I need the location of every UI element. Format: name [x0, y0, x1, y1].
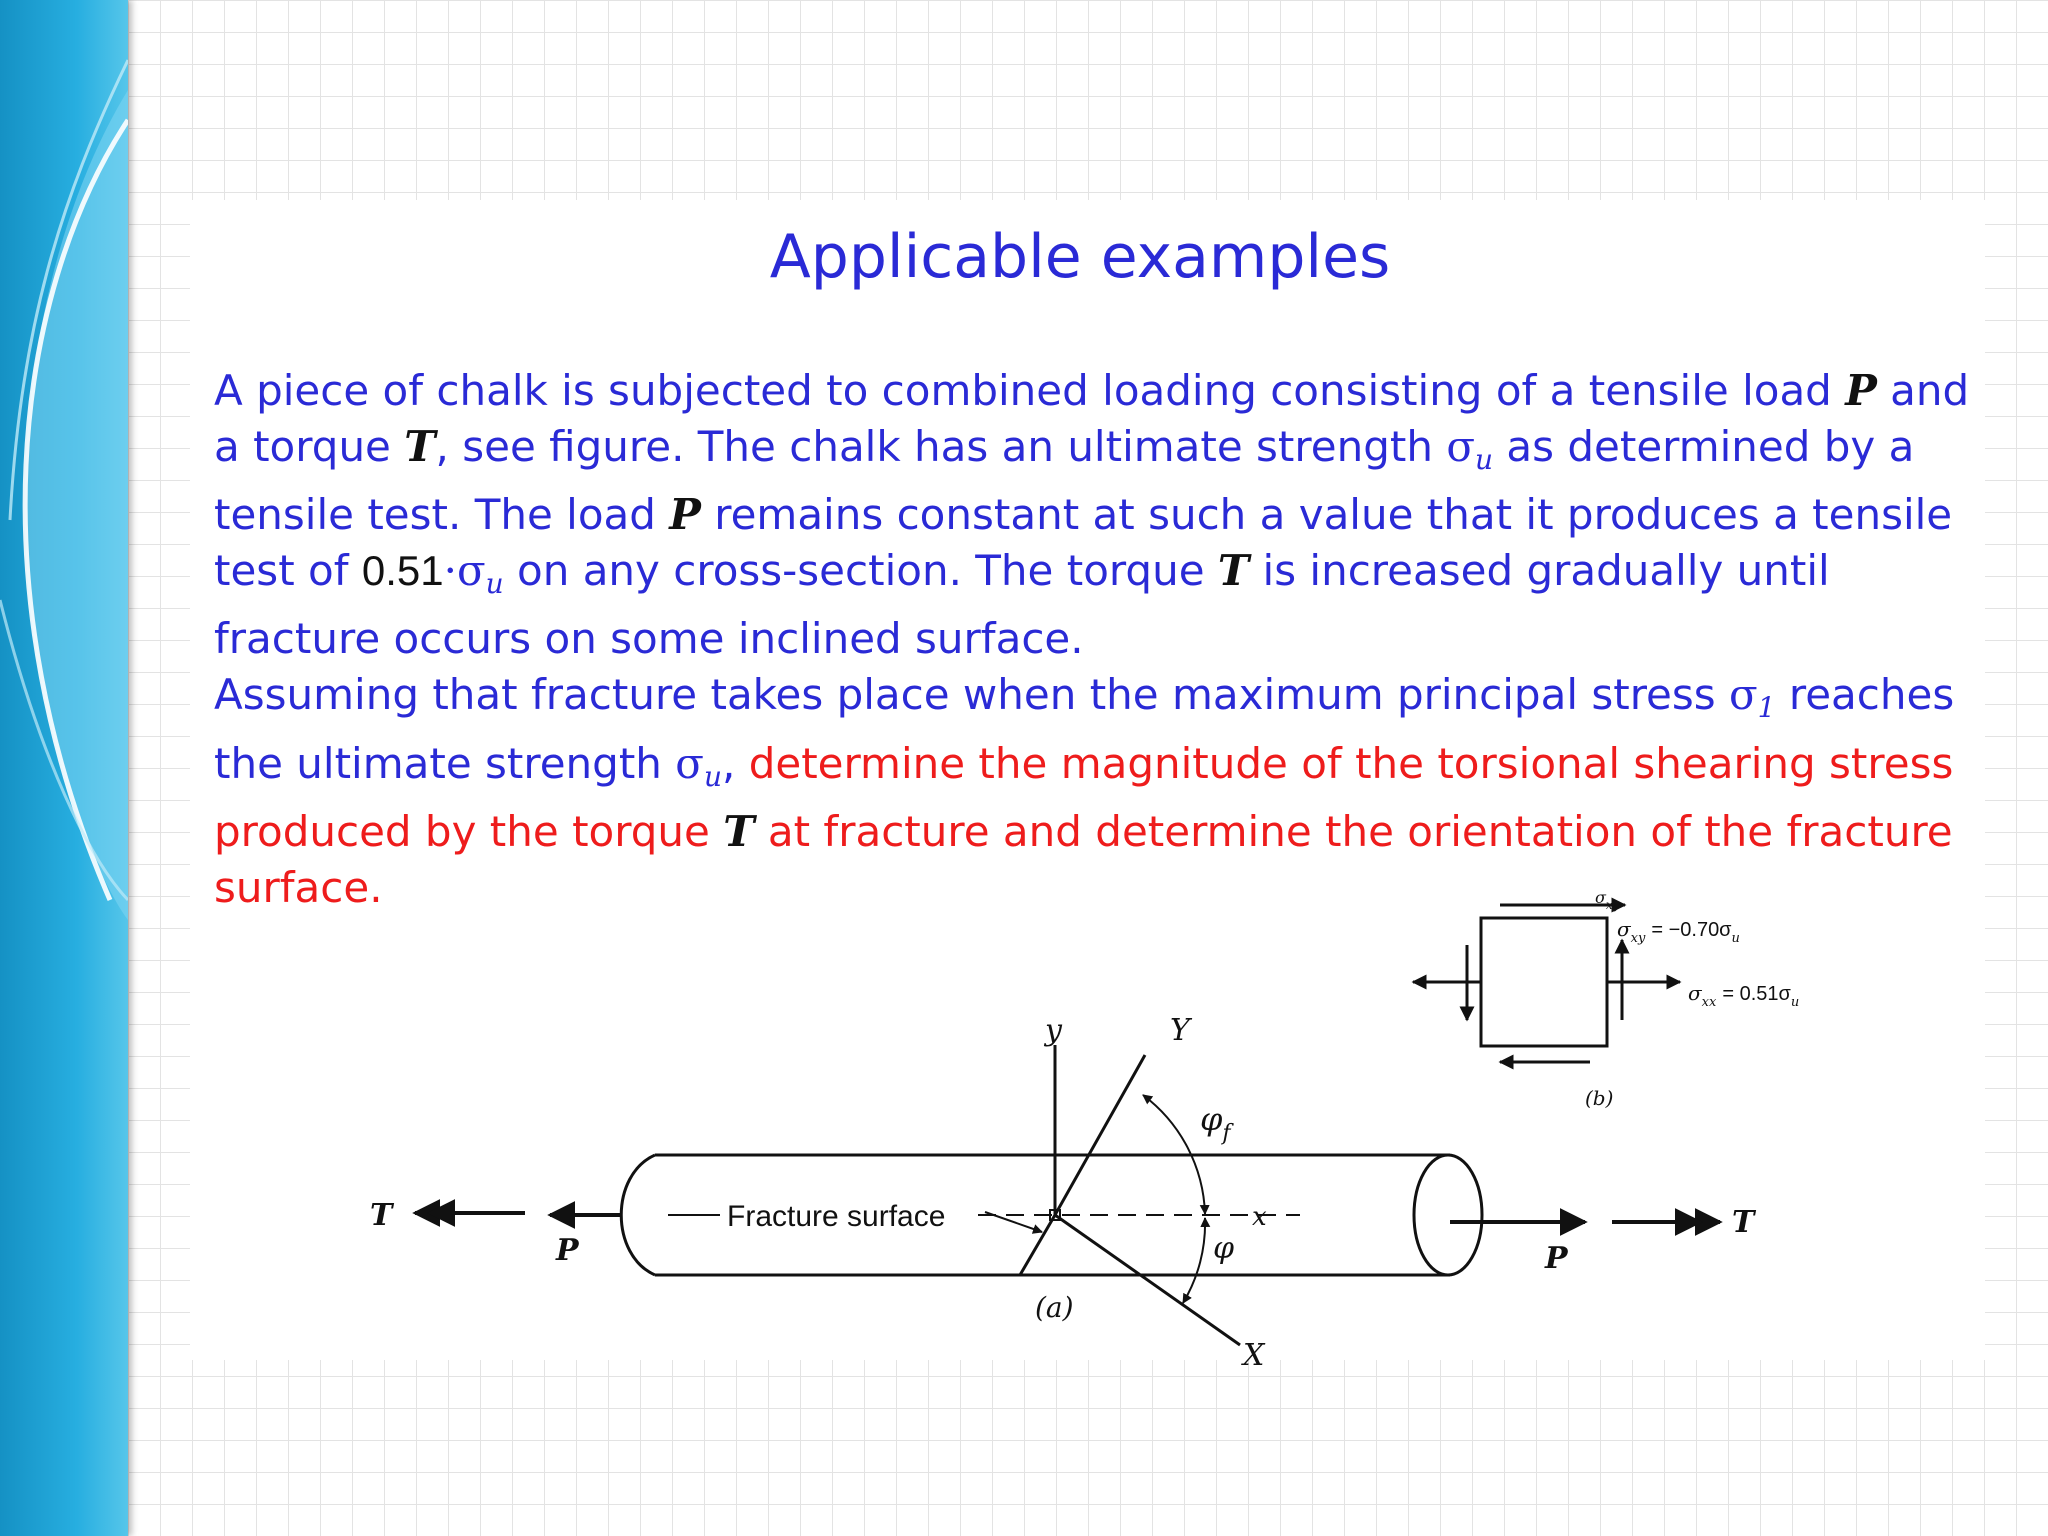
highlighted-question: at fracture and determine the orientation of the fracture surface.	[214, 807, 1953, 912]
symbol-T: T	[404, 421, 436, 471]
symbol-sigma: σ	[1729, 670, 1758, 719]
symbol-sigma: σ	[1446, 421, 1475, 471]
symbol-sigma: σ	[456, 545, 486, 595]
subscript-u: u	[1474, 442, 1494, 476]
torque-label-right: T	[1732, 1205, 1755, 1240]
symbol-T: T	[1217, 545, 1250, 595]
highlighted-question: determine the magnitude of the torsional shearing stress produced by the torque	[214, 738, 1954, 856]
load-label-left: P	[556, 1233, 579, 1268]
y-axis-label: y	[1045, 1013, 1062, 1048]
X-axis-label: X	[1243, 1338, 1265, 1373]
shear-stress-label: $\sigma_{xy}$	[1595, 888, 1620, 912]
text-run: , see figure. The chalk has an ultimate strength	[435, 421, 1447, 471]
text-run: is increased gradually until fracture occurs on some inclined surface.	[214, 545, 1830, 663]
symbol-T: T	[723, 807, 755, 856]
figure-label-a: (a)	[1035, 1291, 1074, 1324]
phi-label: φ	[1213, 1231, 1235, 1266]
text-run: remains constant at such a value that it produces a tensile test of	[214, 490, 1953, 595]
load-label-right: P	[1545, 1241, 1568, 1276]
stress-element	[1413, 905, 1680, 1062]
fracture-surface-label: Fracture surface	[727, 1200, 946, 1233]
slide-title: Applicable examples	[769, 222, 1391, 292]
figure-label-b: (b)	[1585, 1086, 1614, 1110]
normal-stress-value: $\sigma_{xx} = 0.51\sigma_u$	[1688, 981, 1800, 1010]
torque-label-left: T	[370, 1198, 393, 1233]
symbol-sigma: σ	[675, 738, 704, 788]
subscript-u: u	[485, 566, 504, 600]
text-run: reaches the ultimate strength	[214, 670, 1955, 788]
symbol-P: P	[1845, 366, 1877, 415]
text-run: ,	[721, 738, 749, 788]
subscript-1: 1	[1757, 691, 1776, 724]
shear-stress-value: $\sigma_{xy} = -0.70\sigma_u$	[1617, 917, 1740, 946]
phi-f-label: $\varphi_f$	[1200, 1100, 1231, 1146]
Y-axis-line	[1055, 1055, 1145, 1215]
value-0-51: 0.51	[361, 546, 444, 594]
text-run: and a torque	[214, 366, 1970, 471]
dot: ·	[443, 545, 457, 595]
symbol-P: P	[669, 490, 701, 539]
x-axis-label: x	[1252, 1202, 1267, 1232]
phi-arc	[1183, 1218, 1205, 1303]
text-run: on any cross-section. The torque	[503, 545, 1218, 595]
subscript-u: u	[703, 759, 722, 793]
Y-axis-label: Y	[1170, 1013, 1190, 1048]
text-run: A piece of chalk is subjected to combined loading consisting of a tensile load	[214, 366, 1846, 415]
fracture-line	[1020, 1215, 1055, 1275]
text-run: Assuming that fracture takes place when the maximum principal stress	[214, 670, 1729, 719]
text-run: as determined by a tensile test. The load	[214, 421, 1915, 539]
